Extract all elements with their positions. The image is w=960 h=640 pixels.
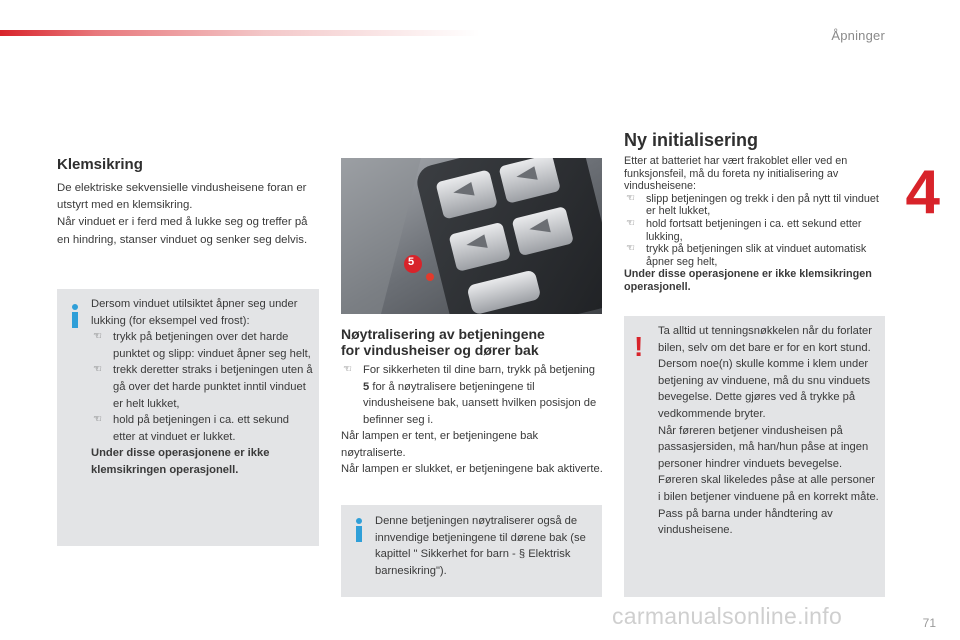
list-item: ☜ trykk på betjeningen slik at vinduet automatisk åpner seg helt, — [626, 243, 867, 268]
window-switch-illustration — [341, 158, 602, 314]
header-accent-bar — [0, 30, 480, 36]
list-item: ☜ hold fortsatt betjeningen i ca. ett sekund etter lukking, — [626, 217, 862, 243]
info-box-middle-text: Denne betjeningen nøytraliserer også de innvendige betjeningene til dørene bak (se kapittel " Sikkerhet for barn - § Elektrisk barnesikring"). — [375, 515, 586, 577]
warning-paragraph: Pass på barna under håndtering av vindusheisene. — [658, 507, 833, 537]
info-box-left-note: Under disse operasjonene er ikke klemsikringen operasjonell. — [91, 447, 270, 476]
pointer-bullet-icon: ☜ — [626, 243, 635, 255]
warning-paragraph: Føreren skal likeledes påse at alle personer i bilen betjener vinduene på en korrekt måte. — [658, 474, 879, 503]
warning-paragraph: Ta alltid ut tenningsnøkkelen når du forlater bilen, selv om det bare er for en kort stund. — [658, 325, 872, 354]
info-icon — [70, 304, 80, 328]
pointer-bullet-icon: ☜ — [343, 364, 352, 375]
ny-initialisering-title: Ny initialisering — [624, 130, 759, 150]
noytralisering-title-line2: for vindusheiser og dører bak — [341, 342, 539, 358]
klemsikring-text — [57, 180, 319, 249]
klemsikring-paragraph: De elektriske sekvensielle vindusheisene foran er utstyrt med en klemsikring. — [57, 182, 307, 212]
warning-box — [624, 316, 885, 597]
window-switch-photo — [341, 158, 602, 314]
list-item: ☜ For sikkerheten til dine barn, trykk på betjening 5 for å nøytralisere betjeningene til vindusheisene bak, uansett hvilken posisjon de befinner seg i. — [343, 364, 597, 426]
ny-initialisering-intro: Etter at batteriet har vært frakoblet eller ved en funksjonsfeil, må du foreta ny initialisering av vindusheisene: — [624, 155, 848, 193]
pointer-bullet-icon: ☜ — [93, 331, 102, 343]
list-item: ☜ trekk deretter straks i betjeningen uten å gå over det harde punktet inntil vinduet er helt lukket, — [93, 364, 313, 410]
page-number: 71 — [922, 616, 936, 630]
noytralisering-title-line1: Nøytralisering av betjeningene — [341, 326, 545, 342]
noytralisering-text — [341, 362, 603, 478]
list-item: ☜ slipp betjeningen og trekk i den på nytt til vinduet er helt lukket, — [626, 192, 879, 218]
warning-box-text — [658, 323, 880, 539]
list-item: ☜ hold på betjeningen i ca. ett sekund etter at vinduet er lukket. — [93, 414, 290, 443]
pointer-bullet-icon: ☜ — [93, 364, 102, 376]
klemsikring-paragraph: Når vinduet er i ferd med å lukke seg og treffer på en hindring, stanser vinduet og senker seg delvis. — [57, 216, 308, 246]
watermark: carmanualsonline.info — [612, 603, 843, 629]
button-reference: 5 — [363, 380, 370, 393]
klemsikring-title: Klemsikring — [57, 156, 143, 173]
list-item: ☜ trykk på betjeningen over det harde punktet og slipp: vinduet åpner seg helt, — [93, 331, 311, 360]
noytralisering-title — [341, 326, 611, 358]
ny-initialisering-note: Under disse operasjonene er ikke klemsikringen operasjonell. — [624, 268, 872, 293]
info-box-middle — [341, 505, 602, 597]
warning-paragraph: Når føreren betjener vindusheisen på passasjersiden, må han/hun påse at ingen personer hindrer vinduets bevegelse. — [658, 424, 869, 470]
ny-initialisering-text — [624, 155, 886, 294]
pointer-bullet-icon: ☜ — [626, 217, 635, 229]
info-box-left-content — [91, 296, 313, 479]
warning-exclamation-icon: ! — [634, 331, 644, 362]
noytralisering-paragraph: Når lampen er tent, er betjeningene bak nøytraliserte. — [341, 430, 539, 459]
chapter-number: 4 — [905, 158, 940, 227]
info-box-left — [57, 289, 319, 546]
pointer-bullet-icon: ☜ — [626, 192, 635, 204]
section-label: Åpninger — [831, 28, 885, 43]
warning-paragraph: Dersom noe(n) skulle komme i klem under betjening av vinduene, må du snu vinduets bevegelse. Dette gjøres ved å trykke på vedkommende bryter. — [658, 358, 871, 420]
pointer-bullet-icon: ☜ — [93, 414, 102, 426]
photo-callout-number: 5 — [408, 256, 415, 268]
info-box-left-intro: Dersom vinduet utilsiktet åpner seg under lukking (for eksempel ved frost): — [91, 298, 298, 327]
info-icon — [354, 518, 364, 542]
noytralisering-paragraph: Når lampen er slukket, er betjeningene bak aktiverte. — [341, 463, 603, 475]
